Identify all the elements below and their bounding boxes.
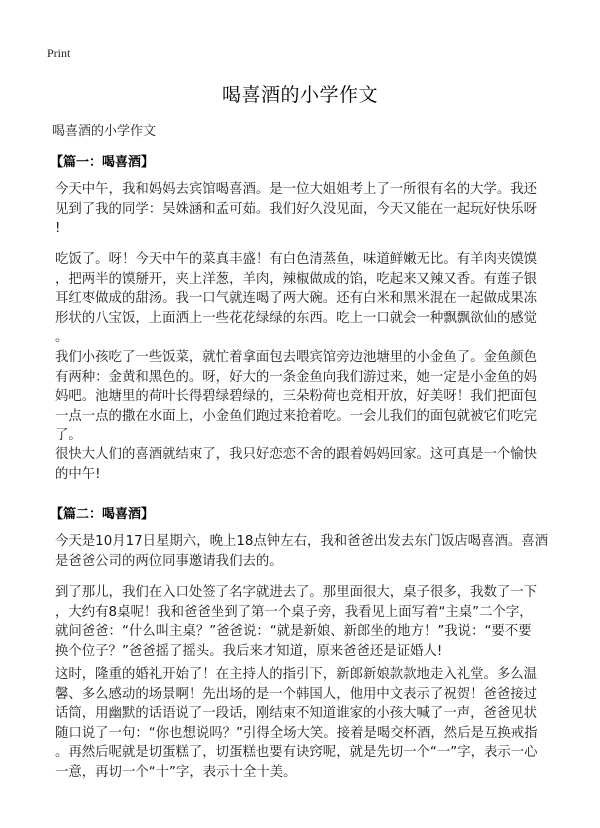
paragraph-line: 就问爸爸：“什么叫主桌？”爸爸说：“就是新娘、新郎坐的地方！”我说：“要不要	[55, 624, 532, 640]
paragraph	[55, 665, 555, 783]
paragraph-line: 今天中午，我和妈妈去宾馆喝喜酒。是一位大姐姐考上了一所很有名的大学。我还	[55, 182, 538, 197]
paragraph-line: 见到了我的同学：吴姝涵和孟可茹。我们好久没见面，今天又能在一起玩好快乐呀	[55, 201, 538, 217]
paragraph	[55, 250, 555, 348]
paragraph-line: 随口说了一句：“你也想说吗？”引得全场大笑。接着是喝交杯酒，然后是互换戒指	[55, 725, 538, 741]
paragraph	[55, 583, 555, 661]
paragraph-line: 一点一点的撒在水面上，小金鱼们跑过来抢着吃。一会儿我们的面包就被它们吃完	[55, 408, 538, 424]
section-heading-1: 【篇一：喝喜酒】	[50, 155, 155, 170]
paragraph-line: 这时，隆重的婚礼开始了！在主持人的指引下，新郎新娘款款地走入礼堂。多么温	[55, 667, 538, 682]
paragraph-line: 换个位子？”爸爸摇了摇头。我后来才知道，原来爸爸还是证婚人!	[55, 643, 443, 659]
paragraph-line: 耳红枣做成的甜汤。我一口气就连喝了两大碗。还有白米和黑米混在一起做成果冻	[55, 291, 538, 307]
paragraph-line: ，把两半的馍掰开，夹上洋葱，羊肉，辣椒做成的馅，吃起来又辣又香。有莲子银	[55, 271, 538, 287]
paragraph	[55, 348, 555, 446]
paragraph-line: 是爸爸公司的两位同事邀请我们去的。	[55, 553, 283, 569]
section-heading-2: 【篇二：喝喜酒】	[50, 507, 155, 522]
paragraph-line: 馨、多么感动的场景啊！先出场的是一个韩国人，他用中文表示了祝贺！爸爸接过	[55, 686, 538, 702]
paragraph	[55, 532, 555, 571]
document-subtitle: 喝喜酒的小学作文	[52, 124, 157, 139]
paragraph-line: 的中午!	[55, 466, 101, 482]
paragraph-line: 形状的八宝饭，上面洒上一些花花绿绿的东西。吃上一口就会一种飘飘欲仙的感觉	[55, 310, 538, 326]
paragraph-line: !	[55, 221, 61, 237]
paragraph-line: 吃饭了。呀！今天中午的菜真丰盛！有白色清蒸鱼，味道鲜嫩无比。有羊肉夹馍馍	[55, 252, 538, 267]
paragraph-line: 一意，再切一个“十”字，表示十全十美。	[55, 764, 297, 780]
paragraph-line: 很快大人们的喜酒就结束了，我只好恋恋不舍的跟着妈妈回家。这可真是一个愉快	[55, 447, 538, 462]
page-title: 喝喜酒的小学作文	[221, 84, 378, 106]
paragraph-line: 有两种：金黄和黑色的。呀，好大的一条金鱼向我们游过来，她一定是小金鱼的妈	[55, 369, 538, 385]
paragraph-line: 今天是10月17日星期六，晚上18点钟左右，我和爸爸出发去东门饭店喝喜酒。喜酒	[55, 534, 549, 549]
paragraph	[55, 180, 555, 239]
paragraph-line: 我们小孩吃了一些饭菜，就忙着拿面包去喂宾馆旁边池塘里的小金鱼了。金鱼颜色	[55, 350, 538, 365]
paragraph-line: 话筒，用幽默的话语说了一段话，刚结束不知道谁家的小孩大喊了一声，爸爸见状	[55, 706, 538, 722]
paragraph	[55, 445, 555, 484]
paragraph-line: ，大约有8桌呢！我和爸爸坐到了第一个桌子旁，我看见上面写着“主桌”二个字，	[55, 604, 533, 620]
paragraph-line: 。再然后呢就是切蛋糕了，切蛋糕也要有诀窍呢，就是先切一个“一”字，表示一心	[55, 745, 538, 761]
paragraph-line: 了。	[55, 428, 82, 444]
paragraph-line: 。	[55, 330, 69, 346]
paragraph-line: 到了那儿，我们在入口处签了名字就进去了。那里面很大，桌子很多，我数了一下	[55, 585, 538, 600]
print-link[interactable]: Print	[47, 46, 71, 60]
paragraph-line: 妈吧。池塘里的荷叶长得碧绿碧绿的，三朵粉荷也竞相开放，好美呀！我们把面包	[55, 389, 538, 405]
